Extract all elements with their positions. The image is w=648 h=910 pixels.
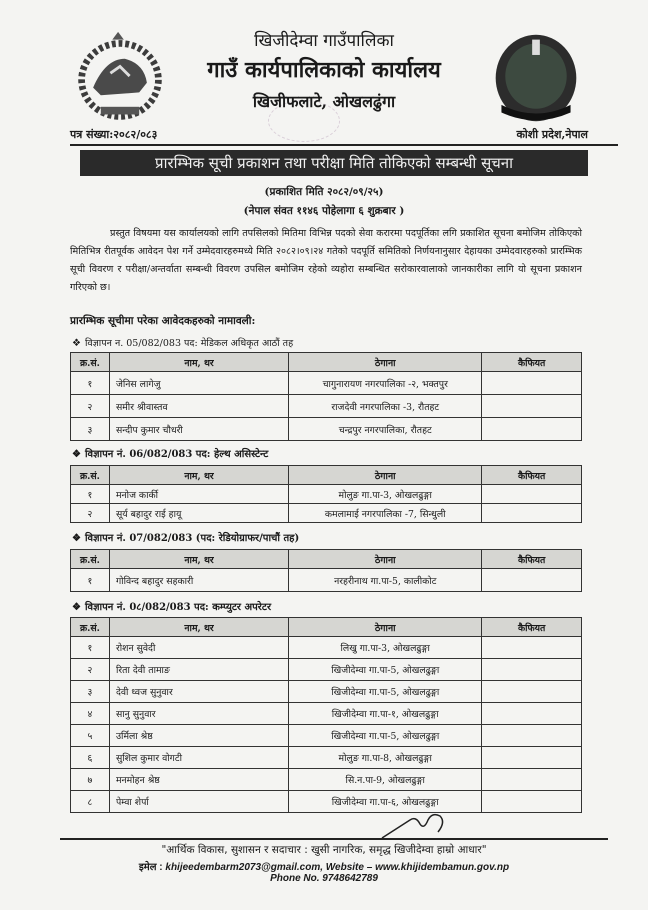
serial-number: १ bbox=[71, 569, 110, 592]
applicant-name: सन्दीप कुमार चौधरी bbox=[109, 418, 288, 441]
remarks-cell bbox=[482, 791, 582, 813]
applicant-address: खिजीदेम्वा गा.पा-5, ओखलढुङ्गा bbox=[289, 659, 482, 681]
serial-number: १ bbox=[71, 372, 110, 395]
column-header: नाम, थर bbox=[109, 353, 288, 372]
applicant-name: गोविन्द बहादुर सहकारी bbox=[109, 569, 288, 592]
applicant-name: सुशिल कुमार वोगटी bbox=[109, 747, 288, 769]
column-header: कैफियत bbox=[482, 353, 582, 372]
column-header: कैफियत bbox=[482, 618, 582, 637]
table-header-row bbox=[71, 353, 582, 372]
header-divider bbox=[70, 144, 618, 146]
remarks-cell bbox=[482, 372, 582, 395]
applicants-table bbox=[70, 617, 582, 813]
province-label: कोशी प्रदेश,नेपाल bbox=[516, 128, 588, 141]
letter-reference: पत्र संख्या:२०८२/०८३ bbox=[70, 128, 158, 141]
applicant-address: नरहरीनाथ गा.पा-5, कालीकोट bbox=[289, 569, 482, 592]
office-location: खिजीफलाटे, ओखलढुंगा bbox=[252, 92, 396, 111]
footer-divider bbox=[60, 838, 608, 840]
applicant-address: चागुनारायण नगरपालिका -२, भक्तपुर bbox=[289, 372, 482, 395]
table-row bbox=[71, 747, 582, 769]
serial-number: ३ bbox=[71, 418, 110, 441]
municipality-name: खिजीदेम्वा गाउँपालिका bbox=[254, 31, 394, 51]
applicant-name: सूर्य बहादुर राई हायू bbox=[109, 504, 288, 523]
serial-number: ६ bbox=[71, 747, 110, 769]
bullet-icon: ❖ bbox=[72, 602, 81, 613]
nepal-sambat-date: (नेपाल संवत ११४६ पोहेलागा ६ शुक्रबार ) bbox=[243, 205, 405, 217]
applicant-name: उर्मिला श्रेष्ठ bbox=[109, 725, 288, 747]
column-header: ठेगाना bbox=[289, 550, 482, 569]
notice-title: प्रारम्भिक सूची प्रकाशन तथा परीक्षा मिति तोकिएको सम्बन्धी सूचना bbox=[80, 150, 588, 176]
website-link[interactable]: www.khijidembamun.gov.np bbox=[375, 862, 510, 873]
office-name: गाउँ कार्यपालिकाको कार्यालय bbox=[207, 57, 441, 83]
serial-number: ५ bbox=[71, 725, 110, 747]
table-row bbox=[71, 791, 582, 813]
table-header-row bbox=[71, 466, 582, 485]
footer-motto: "आर्थिक विकास, सुशासन र सदाचार : खुसी नागरिक, समृद्ध खिजीदेम्वा हाम्रो आधार" bbox=[161, 844, 487, 856]
applicant-address: खिजीदेम्वा गा.पा-5, ओखलढुङ्गा bbox=[289, 725, 482, 747]
section-title: ❖ विज्ञापन नं. 07/082/083 (पद: रेडियोग्राफर/पाचौं तह) bbox=[72, 533, 300, 544]
column-header: नाम, थर bbox=[109, 550, 288, 569]
bullet-icon: ❖ bbox=[72, 533, 81, 544]
remarks-cell bbox=[482, 569, 582, 592]
column-header: क्र.सं. bbox=[71, 618, 110, 637]
published-date: (प्रकाशित मिति २०८२/०९/२५) bbox=[264, 186, 384, 198]
table-row bbox=[71, 418, 582, 441]
remarks-cell bbox=[482, 659, 582, 681]
serial-number: ८ bbox=[71, 791, 110, 813]
column-header: क्र.सं. bbox=[71, 466, 110, 485]
column-header: ठेगाना bbox=[289, 618, 482, 637]
applicant-name: मनोज कार्की bbox=[109, 485, 288, 504]
applicant-address: चन्द्रपुर नगरपालिका, रौतहट bbox=[289, 418, 482, 441]
notice-body: प्रस्तुत विषयमा यस कार्यालयको लागि तपसिलको मितिमा विभिन्न पदको सेवा करारमा पदपूर्तिका लगि प्रकाशित सूचना बमोजिम तोकिएको मितिभित्र रीतपूर्वक आवेदन पेश गर्ने उम्मेदवारहरुमध्ये मिति २०८२।०९।२४ गतेको पदपूर्ति समितिको निर्णयनानुसार देहायका उम्मेदवारहरुको प्रारम्भिक सूची विवरण र परीक्षा/अन्तर्वाता सम्बन्धी विवरण उपसिल बमोजिम रहेको व्यहोरा सम्बन्धित सरोकारवालाको जानकारीका लागि यो सूचना प्रकाशन गरिएको छ। bbox=[70, 228, 582, 293]
table-header-row bbox=[71, 550, 582, 569]
column-header: क्र.सं. bbox=[71, 353, 110, 372]
applicant-name: समीर श्रीवास्तव bbox=[109, 395, 288, 418]
email-link[interactable]: khijeedembarm2073@gmail.com, bbox=[165, 862, 323, 873]
serial-number: १ bbox=[71, 485, 110, 504]
remarks-cell bbox=[482, 485, 582, 504]
table-row bbox=[71, 504, 582, 523]
applicant-name: पेम्वा शेर्पा bbox=[109, 791, 288, 813]
column-header: क्र.सं. bbox=[71, 550, 110, 569]
table-row bbox=[71, 372, 582, 395]
serial-number: २ bbox=[71, 659, 110, 681]
table-row bbox=[71, 659, 582, 681]
applicant-address: लिखु गा.पा-3, ओखलढुङ्गा bbox=[289, 637, 482, 659]
column-header: कैफियत bbox=[482, 550, 582, 569]
applicant-name: जेनिस लागेजु bbox=[109, 372, 288, 395]
applicant-address: सि.न.पा-9, ओखलढुङ्गा bbox=[289, 769, 482, 791]
section-title: ❖ विज्ञापन न. 05/082/083 पद: मेडिकल अधिकृत आठौं तह bbox=[72, 338, 294, 349]
serial-number: २ bbox=[71, 504, 110, 523]
bullet-icon: ❖ bbox=[72, 449, 81, 460]
serial-number: ३ bbox=[71, 681, 110, 703]
section-title: ❖ विज्ञापन नं. 06/082/083 पद: हेल्थ असिस्टेन्ट bbox=[72, 449, 269, 460]
remarks-cell bbox=[482, 681, 582, 703]
table-row bbox=[71, 725, 582, 747]
table-row bbox=[71, 703, 582, 725]
column-header: नाम, थर bbox=[109, 466, 288, 485]
serial-number: १ bbox=[71, 637, 110, 659]
applicant-address: खिजीदेम्वा गा.पा-5, ओखलढुङ्गा bbox=[289, 681, 482, 703]
applicants-table bbox=[70, 549, 582, 592]
column-header: ठेगाना bbox=[289, 466, 482, 485]
applicant-name: रिता देवी तामाङ bbox=[109, 659, 288, 681]
list-heading: प्रारम्भिक सूचीमा परेका आवेदकहरुको नामावली: bbox=[70, 315, 256, 327]
applicants-table bbox=[70, 352, 582, 441]
table-row bbox=[71, 681, 582, 703]
applicant-name: सानु सुनुवार bbox=[109, 703, 288, 725]
remarks-cell bbox=[482, 725, 582, 747]
column-header: ठेगाना bbox=[289, 353, 482, 372]
remarks-cell bbox=[482, 747, 582, 769]
applicant-address: राजदेवी नगरपालिका -3, रौतहट bbox=[289, 395, 482, 418]
applicant-address: मोलुङ गा.पा-3, ओखलढुङ्गा bbox=[289, 485, 482, 504]
remarks-cell bbox=[482, 395, 582, 418]
table-row bbox=[71, 637, 582, 659]
serial-number: ७ bbox=[71, 769, 110, 791]
column-header: कैफियत bbox=[482, 466, 582, 485]
bullet-icon: ❖ bbox=[72, 338, 81, 349]
applicants-table bbox=[70, 465, 582, 523]
footer-phone: Phone No. 9748642789 bbox=[270, 873, 378, 884]
remarks-cell bbox=[482, 504, 582, 523]
table-row bbox=[71, 569, 582, 592]
serial-number: २ bbox=[71, 395, 110, 418]
table-row bbox=[71, 485, 582, 504]
applicant-address: खिजीदेम्वा गा.पा-६, ओखलढुङ्गा bbox=[289, 791, 482, 813]
serial-number: ४ bbox=[71, 703, 110, 725]
remarks-cell bbox=[482, 769, 582, 791]
table-header-row bbox=[71, 618, 582, 637]
applicant-name: मनमोहन श्रेष्ठ bbox=[109, 769, 288, 791]
remarks-cell bbox=[482, 418, 582, 441]
applicant-address: कमलामाई नगरपालिका -7, सिन्धुली bbox=[289, 504, 482, 523]
remarks-cell bbox=[482, 703, 582, 725]
signature bbox=[380, 810, 450, 840]
column-header: नाम, थर bbox=[109, 618, 288, 637]
applicant-name: देवी ध्वज सुनुवार bbox=[109, 681, 288, 703]
remarks-cell bbox=[482, 637, 582, 659]
applicant-name: रोशन सुवेदी bbox=[109, 637, 288, 659]
applicant-address: खिजीदेम्वा गा.पा-१, ओखलढुङ्गा bbox=[289, 703, 482, 725]
section-title: ❖ विज्ञापन नं. 0८/082/083 पद: कम्प्युटर अपरेटर bbox=[72, 602, 272, 613]
table-row bbox=[71, 769, 582, 791]
table-row bbox=[71, 395, 582, 418]
applicant-address: मोलुङ गा.पा-8, ओखलढुङ्गा bbox=[289, 747, 482, 769]
footer-contact: इमेल : khijeedembarm2073@gmail.com, Website – www.khijidembamun.gov.np bbox=[138, 862, 510, 873]
